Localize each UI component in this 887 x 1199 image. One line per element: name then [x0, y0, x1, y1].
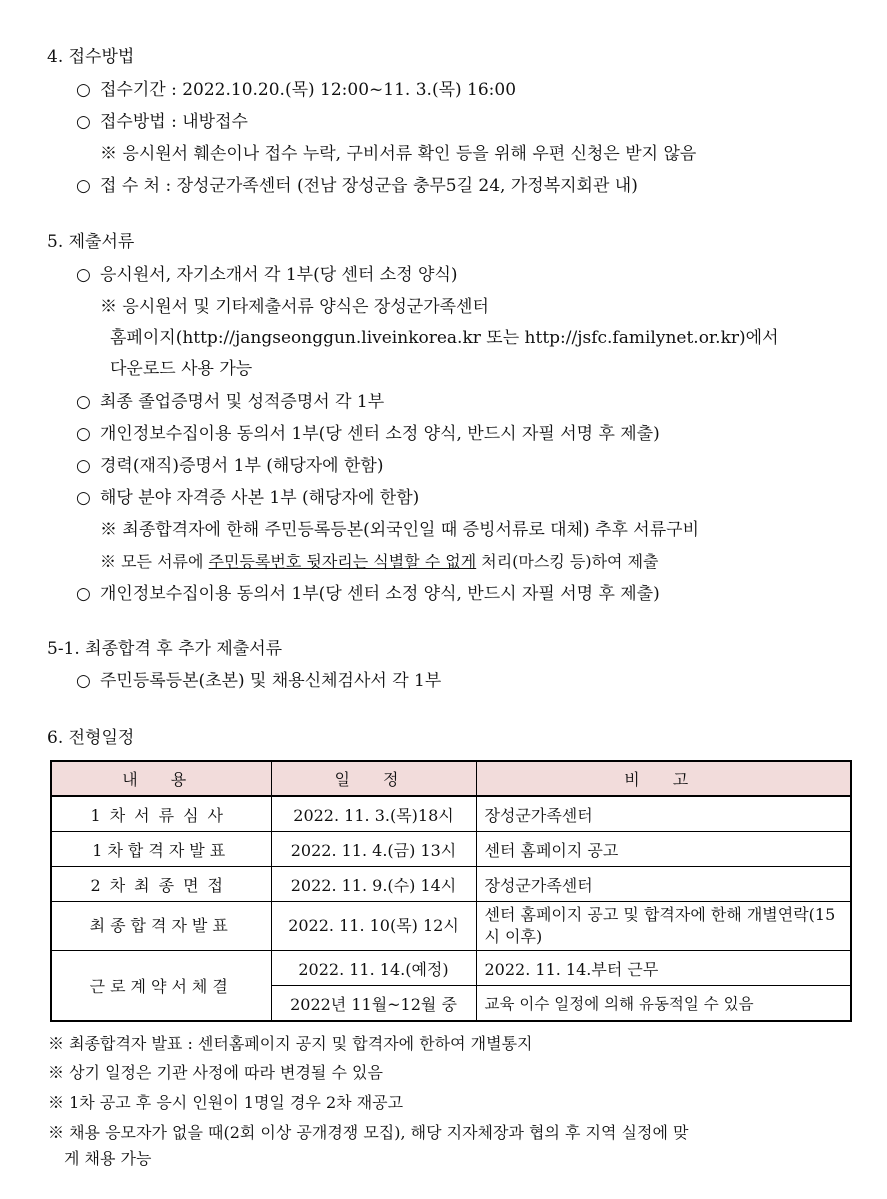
footnote: ※ 1차 공고 후 응시 인원이 1명일 경우 2차 재공고 — [48, 1093, 404, 1112]
stage-cell: 1차합격자발표 — [51, 832, 271, 867]
form-note: ※ 응시원서 및 기타제출서류 양식은 장성군가족센터 — [100, 297, 489, 317]
footnote-continued: 게 채용 가능 — [64, 1149, 152, 1168]
note-cell: 장성군가족센터 — [476, 867, 851, 902]
section-5-1-title: 5-1. 최종합격 후 추가 제출서류 — [47, 639, 283, 659]
table-row — [51, 902, 851, 951]
table-row — [51, 832, 851, 867]
list-item-period: ○ 접수기간 : 2022.10.20.(목) 12:00~11. 3.(목) 16:00 — [76, 80, 517, 100]
stage-cell: 1차서류심사 — [51, 796, 271, 832]
section-6-title: 6. 전형일정 — [47, 728, 135, 748]
section-4-title: 4. 접수방법 — [47, 47, 135, 67]
list-item: ○ 경력(재직)증명서 1부 (해당자에 한함) — [76, 456, 384, 476]
note-cell: 센터 홈페이지 공고 및 합격자에 한해 개별연락(15시 이후) — [476, 902, 851, 951]
date-cell: 2022. 11. 9.(수) 14시 — [271, 867, 476, 902]
section-5-title: 5. 제출서류 — [47, 232, 135, 252]
date-cell: 2022년 11월~12월 중 — [271, 986, 476, 1022]
list-item: ○ 해당 분야 자격증 사본 1부 (해당자에 한함) — [76, 488, 420, 508]
list-item: ○ 주민등록등본(초본) 및 채용신체검사서 각 1부 — [76, 671, 442, 691]
table-row — [51, 796, 851, 832]
table-header-row — [51, 761, 851, 796]
col-header-schedule: 일 정 — [271, 761, 476, 796]
list-item: ○ 최종 졸업증명서 및 성적증명서 각 1부 — [76, 392, 385, 412]
col-header-remarks: 비 고 — [476, 761, 851, 796]
note-cell: 장성군가족센터 — [476, 796, 851, 832]
table-row — [51, 951, 851, 986]
date-cell: 2022. 11. 4.(금) 13시 — [271, 832, 476, 867]
date-cell: 2022. 11. 14.(예정) — [271, 951, 476, 986]
stage-cell: 근로계약서체결 — [51, 951, 271, 1022]
note-cell: 교육 이수 일정에 의해 유동적일 수 있음 — [476, 986, 851, 1022]
list-item: ○ 개인정보수집이용 동의서 1부(당 센터 소정 양식, 반드시 자필 서명 후 제출) — [76, 584, 660, 604]
table-row — [51, 867, 851, 902]
list-item: ○ 개인정보수집이용 동의서 1부(당 센터 소정 양식, 반드시 자필 서명 후 제출) — [76, 424, 660, 444]
note-cell: 2022. 11. 14.부터 근무 — [476, 951, 851, 986]
list-item: ○ 응시원서, 자기소개서 각 1부(당 센터 소정 양식) — [76, 265, 458, 285]
stage-cell: 최종합격자발표 — [51, 902, 271, 951]
date-cell: 2022. 11. 10(목) 12시 — [271, 902, 476, 951]
stage-cell: 2차최종면접 — [51, 867, 271, 902]
method-note: ※ 응시원서 훼손이나 접수 누락, 구비서류 확인 등을 위해 우편 신청은 받지 않음 — [100, 144, 697, 164]
footnote: ※ 상기 일정은 기관 사정에 따라 변경될 수 있음 — [48, 1063, 383, 1082]
date-cell: 2022. 11. 3.(목)18시 — [271, 796, 476, 832]
footnote: ※ 최종합격자 발표 : 센터홈페이지 공지 및 합격자에 한하여 개별통지 — [48, 1034, 533, 1053]
footnote: ※ 채용 응모자가 없을 때(2회 이상 공개경쟁 모집), 해당 지자체장과 협의 후 지역 실정에 맞 — [48, 1123, 689, 1142]
note-cell: 센터 홈페이지 공고 — [476, 832, 851, 867]
list-item-method: ○ 접수방법 : 내방접수 — [76, 112, 248, 132]
schedule-table — [50, 760, 852, 1022]
list-item-place: ○ 접 수 처 : 장성군가족센터 (전남 장성군읍 충무5길 24, 가정복지회관 내) — [76, 176, 638, 196]
form-note-homepage: 홈페이지(http://jangseonggun.liveinkorea.kr 또는 http://jsfc.familynet.or.kr)에서 — [110, 328, 779, 348]
masking-note: ※ 모든 서류에 주민등록번호 뒷자리는 식별할 수 없게 처리(마스킹 등)하여 제출 — [100, 552, 659, 571]
col-header-content: 내 용 — [51, 761, 271, 796]
form-note-download: 다운로드 사용 가능 — [110, 359, 253, 379]
final-pass-note: ※ 최종합격자에 한해 주민등록등본(외국인일 때 증빙서류로 대체) 추후 서류구비 — [100, 520, 699, 540]
